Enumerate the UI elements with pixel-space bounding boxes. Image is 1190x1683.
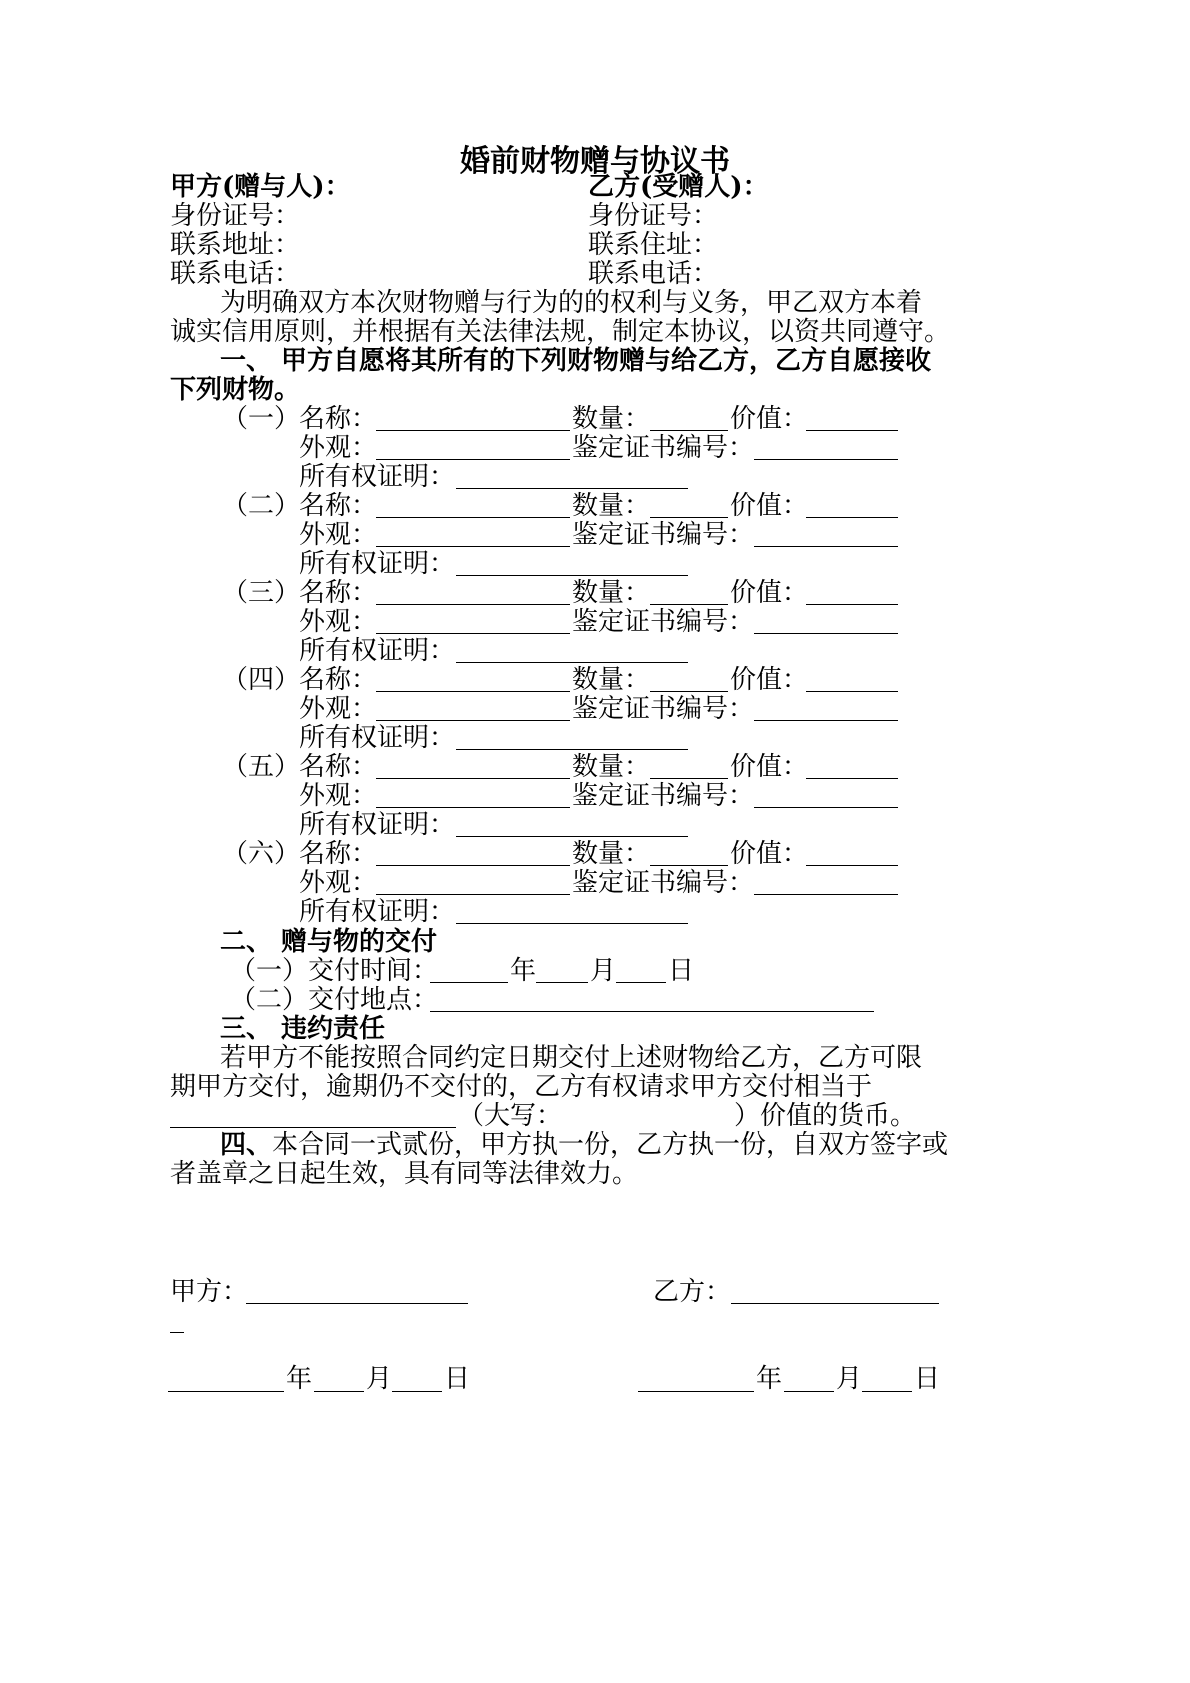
item-name-field[interactable] <box>376 517 570 518</box>
item-name-label: 名称： <box>299 404 378 434</box>
item-certificate-label: 鉴定证书编号： <box>572 781 755 811</box>
delivery-year-field[interactable] <box>430 982 508 983</box>
party-b-address-label: 联系住址： <box>588 230 719 260</box>
item-ownership-label: 所有权证明： <box>299 810 456 840</box>
party-a-id-label: 身份证号： <box>170 201 301 231</box>
item-appearance-label: 外观： <box>299 868 378 898</box>
item-quantity-field[interactable] <box>650 691 728 692</box>
item-value-label: 价值： <box>730 491 809 521</box>
item-certificate-field[interactable] <box>754 459 898 460</box>
item-appearance-field[interactable] <box>376 807 570 808</box>
item-appearance-field[interactable] <box>376 633 570 634</box>
item-appearance-label: 外观： <box>299 607 378 637</box>
section-4-heading: 四、 <box>220 1130 273 1160</box>
item-quantity-field[interactable] <box>650 430 728 431</box>
item-certificate-label: 鉴定证书编号： <box>572 520 755 550</box>
delivery-year-label: 年 <box>510 956 537 986</box>
item-certificate-field[interactable] <box>754 546 898 547</box>
section-4-line-1 <box>220 1130 948 1161</box>
section-2-heading: 二、 赠与物的交付 <box>220 927 438 957</box>
item-name-field[interactable] <box>376 865 570 866</box>
delivery-day-field[interactable] <box>616 982 666 983</box>
item-index: （五） <box>222 752 301 782</box>
item-value-label: 价值： <box>730 665 809 695</box>
item-name-label: 名称： <box>299 839 378 869</box>
item-quantity-label: 数量： <box>572 578 651 608</box>
date-b-month-label: 月 <box>836 1364 863 1394</box>
party-a-address-label: 联系地址： <box>170 230 301 260</box>
item-value-label: 价值： <box>730 752 809 782</box>
party-a-heading: 甲方(赠与人)： <box>170 172 351 202</box>
signature-party-a-label: 甲方： <box>170 1277 249 1307</box>
item-certificate-field[interactable] <box>754 807 898 808</box>
compensation-amount-field[interactable] <box>170 1127 456 1128</box>
item-name-field[interactable] <box>376 691 570 692</box>
section-1-line-1: 一、 甲方自愿将其所有的下列财物赠与给乙方，乙方自愿接收 <box>220 346 932 376</box>
section-4-line-2: 者盖章之日起生效，具有同等法律效力。 <box>170 1159 639 1189</box>
item-name-field[interactable] <box>376 604 570 605</box>
item-value-field[interactable] <box>806 517 898 518</box>
date-b-month-field[interactable] <box>784 1391 834 1392</box>
party-b-heading: 乙方(受赠人)： <box>588 172 769 202</box>
party-a-phone-label: 联系电话： <box>170 259 301 289</box>
delivery-day-label: 日 <box>668 956 695 986</box>
date-a-month-label: 月 <box>366 1364 393 1394</box>
date-b-year-label: 年 <box>756 1364 783 1394</box>
item-appearance-label: 外观： <box>299 520 378 550</box>
item-name-label: 名称： <box>299 578 378 608</box>
date-b-year-field[interactable] <box>638 1391 754 1392</box>
item-certificate-field[interactable] <box>754 720 898 721</box>
item-value-field[interactable] <box>806 691 898 692</box>
item-ownership-label: 所有权证明： <box>299 723 456 753</box>
signature-party-b-field[interactable] <box>731 1303 939 1304</box>
item-certificate-label: 鉴定证书编号： <box>572 868 755 898</box>
item-value-field[interactable] <box>806 604 898 605</box>
item-appearance-field[interactable] <box>376 546 570 547</box>
section-3-heading: 三、 违约责任 <box>220 1014 386 1044</box>
item-ownership-label: 所有权证明： <box>299 462 456 492</box>
item-value-field[interactable] <box>806 865 898 866</box>
section-1-line-2: 下列财物。 <box>170 375 301 405</box>
item-quantity-label: 数量： <box>572 752 651 782</box>
delivery-month-field[interactable] <box>536 982 588 983</box>
delivery-time-label: （一）交付时间： <box>230 956 439 986</box>
item-certificate-label: 鉴定证书编号： <box>572 433 755 463</box>
party-b-phone-label: 联系电话： <box>588 259 719 289</box>
signature-party-a-field[interactable] <box>246 1303 468 1304</box>
item-value-field[interactable] <box>806 430 898 431</box>
item-ownership-label: 所有权证明： <box>299 636 456 666</box>
item-appearance-field[interactable] <box>376 459 570 460</box>
item-certificate-label: 鉴定证书编号： <box>572 694 755 724</box>
date-a-day-label: 日 <box>444 1364 471 1394</box>
date-b-day-field[interactable] <box>862 1391 912 1392</box>
item-quantity-field[interactable] <box>650 778 728 779</box>
section-3-line-1: 若甲方不能按照合同约定日期交付上述财物给乙方，乙方可限 <box>220 1043 923 1073</box>
item-appearance-field[interactable] <box>376 720 570 721</box>
item-index: （六） <box>222 839 301 869</box>
signature-party-b-label: 乙方： <box>653 1277 732 1307</box>
item-name-field[interactable] <box>376 430 570 431</box>
item-quantity-label: 数量： <box>572 491 651 521</box>
item-ownership-label: 所有权证明： <box>299 897 456 927</box>
item-certificate-field[interactable] <box>754 633 898 634</box>
item-appearance-label: 外观： <box>299 433 378 463</box>
section-4-line-1-text: 本合同一式贰份，甲方执一份，乙方执一份，自双方签字或 <box>272 1130 949 1160</box>
item-quantity-label: 数量： <box>572 839 651 869</box>
item-value-field[interactable] <box>806 778 898 779</box>
item-value-label: 价值： <box>730 839 809 869</box>
signature-party-b-field-wrap <box>170 1332 184 1333</box>
item-ownership-label: 所有权证明： <box>299 549 456 579</box>
item-name-label: 名称： <box>299 491 378 521</box>
item-ownership-field[interactable] <box>456 749 688 750</box>
daxie-open-label: （大写： <box>458 1101 563 1131</box>
delivery-place-field[interactable] <box>430 1011 874 1012</box>
item-appearance-label: 外观： <box>299 781 378 811</box>
item-name-label: 名称： <box>299 665 378 695</box>
delivery-month-label: 月 <box>590 956 617 986</box>
intro-line-1: 为明确双方本次财物赠与行为的的权利与义务，甲乙双方本着 <box>220 288 923 318</box>
date-a-year-label: 年 <box>286 1364 313 1394</box>
item-quantity-field[interactable] <box>650 865 728 866</box>
date-a-year-field[interactable] <box>168 1391 284 1392</box>
document-title: 婚前财物赠与协议书 <box>460 144 730 179</box>
date-a-day-field[interactable] <box>392 1391 442 1392</box>
item-name-label: 名称： <box>299 752 378 782</box>
item-quantity-field[interactable] <box>650 517 728 518</box>
item-certificate-field[interactable] <box>754 894 898 895</box>
date-a-month-field[interactable] <box>314 1391 364 1392</box>
item-quantity-field[interactable] <box>650 604 728 605</box>
item-ownership-field[interactable] <box>456 662 688 663</box>
item-ownership-field[interactable] <box>456 923 688 924</box>
party-b-id-label: 身份证号： <box>588 201 719 231</box>
item-name-field[interactable] <box>376 778 570 779</box>
item-index: （二） <box>222 491 301 521</box>
delivery-place-label: （二）交付地点： <box>230 985 439 1015</box>
item-index: （四） <box>222 665 301 695</box>
item-ownership-field[interactable] <box>456 836 688 837</box>
section-3-line-2: 期甲方交付，逾期仍不交付的，乙方有权请求甲方交付相当于 <box>170 1072 873 1102</box>
item-ownership-field[interactable] <box>456 575 688 576</box>
item-quantity-label: 数量： <box>572 665 651 695</box>
item-appearance-field[interactable] <box>376 894 570 895</box>
item-index: （三） <box>222 578 301 608</box>
intro-line-2: 诚实信用原则，并根据有关法律法规，制定本协议，以资共同遵守。 <box>170 317 951 347</box>
item-value-label: 价值： <box>730 404 809 434</box>
date-b-day-label: 日 <box>914 1364 941 1394</box>
item-quantity-label: 数量： <box>572 404 651 434</box>
item-appearance-label: 外观： <box>299 694 378 724</box>
item-index: （一） <box>222 404 301 434</box>
item-certificate-label: 鉴定证书编号： <box>572 607 755 637</box>
daxie-close-label: ）价值的货币。 <box>734 1101 917 1131</box>
item-value-label: 价值： <box>730 578 809 608</box>
item-ownership-field[interactable] <box>456 488 688 489</box>
